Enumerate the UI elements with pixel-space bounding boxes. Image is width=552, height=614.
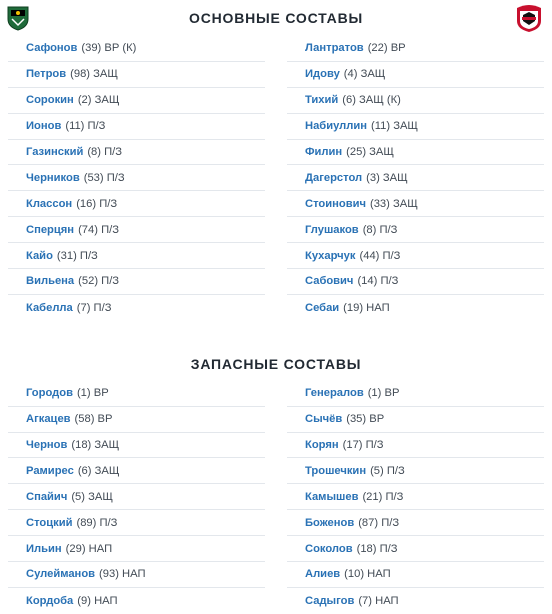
player-name-link[interactable]: Спайич [26,490,68,503]
player-row [8,510,265,536]
player-number-position: (8) П/З [362,223,398,236]
player-number-position: (18) П/З [356,542,398,555]
player-name-link[interactable]: Чернов [26,439,68,452]
player-number-position: (7) НАП [358,594,399,607]
player-row [8,269,265,295]
player-name-link[interactable]: Садыгов [305,594,355,607]
player-number-position: (3) ЗАЩ [366,171,408,184]
starters-grid [0,36,552,321]
player-name-link[interactable]: Тихий [305,94,339,107]
player-row [8,484,265,510]
subs-header [0,347,552,381]
player-row [8,536,265,562]
khimki-logo-icon [514,3,544,33]
player-number-position: (93) НАП [99,568,146,581]
player-name-link[interactable]: Сулейманов [26,568,96,581]
away-subs [287,381,544,614]
player-number-position: (10) НАП [344,568,391,581]
player-name-link[interactable]: Кухарчук [305,249,356,262]
player-row [287,36,544,62]
player-number-position: (5) ЗАЩ [71,490,113,503]
player-name-link[interactable]: Классон [26,197,73,210]
player-row [287,269,544,295]
player-number-position: (8) П/З [87,146,123,158]
player-row [287,88,544,114]
player-number-position: (19) НАП [343,301,390,314]
player-name-link[interactable]: Стоинович [305,197,366,210]
player-name-link[interactable]: Петров [26,68,67,81]
player-row [287,407,544,433]
player-name-link[interactable]: Сычёв [305,413,343,426]
player-row [8,140,265,166]
player-name-link[interactable]: Корян [305,439,339,452]
away-starters [287,36,544,321]
player-row [8,88,265,114]
player-row [287,217,544,243]
player-row [287,191,544,217]
starters-title: ОСНОВНЫЕ СОСТАВЫ [189,10,363,26]
player-row [8,62,265,88]
player-number-position: (87) П/З [358,516,400,529]
player-row [8,36,265,62]
player-number-position: (29) НАП [65,542,113,555]
player-number-position: (31) П/З [56,249,98,262]
player-number-position: (39) ВР (К) [81,42,137,55]
player-row [287,536,544,562]
player-number-position: (9) НАП [77,594,118,607]
player-number-position: (35) ВР [346,413,385,426]
player-row [8,407,265,433]
player-name-link[interactable]: Стоцкий [26,516,73,529]
player-name-link[interactable]: Рамирес [26,464,74,477]
player-number-position: (6) ЗАЩ (К) [342,94,401,107]
player-number-position: (11) П/З [65,120,106,133]
player-number-position: (18) ЗАЩ [71,439,120,452]
player-number-position: (11) ЗАЩ [371,120,418,133]
player-name-link[interactable]: Сорокин [26,94,74,107]
player-number-position: (6) ЗАЩ [77,464,120,477]
player-row [287,381,544,407]
player-name-link[interactable]: Сафонов [26,42,78,55]
player-number-position: (14) П/З [357,275,399,288]
player-number-position: (16) П/З [76,197,118,210]
player-row [287,562,544,588]
player-number-position: (25) ЗАЩ [346,146,394,158]
player-name-link[interactable]: Камышев [305,490,359,503]
player-row [287,588,544,614]
player-name-link[interactable]: Идову [305,68,340,81]
player-number-position: (7) П/З [76,301,112,314]
player-name-link[interactable]: Трошечкин [305,464,367,477]
player-number-position: (1) ВР [76,387,109,400]
player-number-position: (17) П/З [342,439,384,452]
player-number-position: (89) П/З [76,516,118,529]
home-starters [8,36,265,321]
player-number-position: (2) ЗАЩ [77,94,120,107]
player-name-link[interactable]: Генералов [305,387,364,400]
player-name-link[interactable]: Кабелла [26,301,73,314]
player-name-link[interactable]: Боженов [305,516,355,529]
player-row [287,114,544,140]
player-number-position: (33) ЗАЩ [369,197,418,210]
player-number-position: (21) П/З [362,490,404,503]
section-spacer [0,321,552,347]
player-number-position: (52) П/З [78,275,120,288]
player-name-link[interactable]: Глушаков [305,223,359,236]
player-row [8,562,265,588]
player-number-position: (53) П/З [83,171,125,184]
player-name-link[interactable]: Кайо [26,249,53,262]
player-number-position: (22) ВР [367,42,406,55]
player-name-link[interactable]: Алиев [305,568,341,581]
player-name-link[interactable]: Себаи [305,301,340,314]
subs-title: ЗАПАСНЫЕ СОСТАВЫ [190,355,362,372]
krasnodar-logo-icon [6,5,30,31]
player-name-link[interactable]: Набиуллин [305,120,368,133]
player-name-link[interactable]: Соколов [305,542,353,555]
player-name-link[interactable]: Вильена [26,275,75,288]
player-name-link[interactable]: Городов [26,387,73,400]
player-number-position: (4) ЗАЩ [343,68,386,81]
player-name-link[interactable]: Газинский [26,146,84,158]
starters-header [0,0,552,36]
player-row [287,433,544,459]
player-name-link[interactable]: Кордоба [26,594,74,607]
player-row [287,510,544,536]
player-row [287,484,544,510]
player-row [287,140,544,166]
player-name-link[interactable]: Черников [26,171,80,184]
player-number-position: (44) П/З [359,249,401,262]
player-row [287,458,544,484]
player-name-link[interactable]: Агкацев [26,413,71,426]
player-row [8,381,265,407]
player-number-position: (5) П/З [370,464,405,477]
player-row [287,165,544,191]
player-name-link[interactable]: Ильин [26,542,62,555]
player-name-link[interactable]: Филин [305,146,343,158]
player-row [8,243,265,269]
player-row [8,458,265,484]
player-name-link[interactable]: Сабович [305,275,354,288]
player-number-position: (58) ВР [74,413,113,426]
player-row [8,295,265,321]
player-row [8,588,265,614]
player-row [8,165,265,191]
player-row [8,191,265,217]
player-number-position: (74) П/З [78,223,119,236]
player-row [287,62,544,88]
player-number-position: (98) ЗАЩ [70,68,118,81]
subs-grid [0,381,552,614]
player-name-link[interactable]: Ионов [26,120,62,133]
player-name-link[interactable]: Лантратов [305,42,364,55]
player-row [287,243,544,269]
player-name-link[interactable]: Сперцян [26,223,75,236]
player-row [287,295,544,321]
player-row [8,217,265,243]
player-name-link[interactable]: Дагерстол [305,171,363,184]
player-row [8,114,265,140]
player-row [8,433,265,459]
home-subs [8,381,265,614]
player-number-position: (1) ВР [367,387,400,400]
